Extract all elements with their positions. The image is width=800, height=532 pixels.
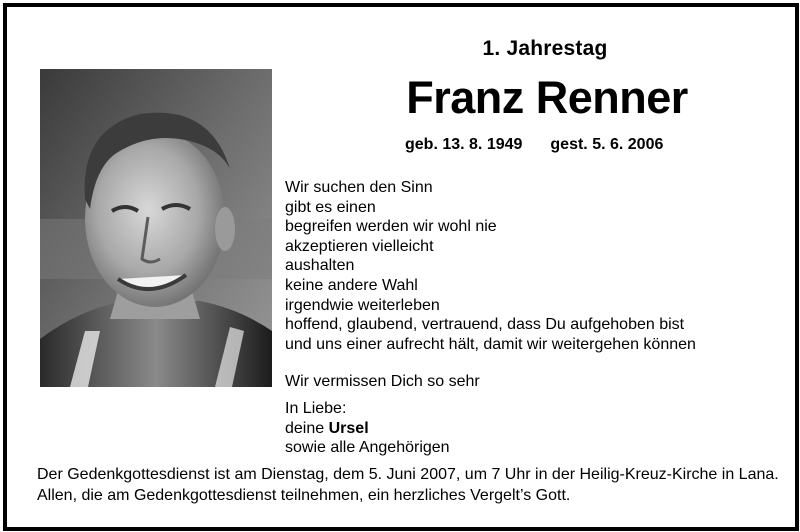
anniversary-heading: 1. Jahrestag — [482, 37, 608, 60]
signature-block — [285, 399, 450, 458]
birth-date: geb. 13. 8. 1949 — [405, 136, 523, 153]
signature-partner-name: Ursel — [328, 419, 369, 437]
portrait-photo — [40, 69, 272, 387]
signature-intro: In Liebe: — [285, 400, 347, 417]
poem-line: gibt es einen — [285, 198, 376, 216]
portrait-image — [40, 69, 272, 387]
death-date: gest. 5. 6. 2006 — [550, 136, 664, 153]
poem-line: und uns einer aufrecht hält, damit wir weitergehen können — [285, 335, 696, 353]
signature-family: sowie alle Angehörigen — [285, 439, 450, 457]
poem-line: irgendwie weiterleben — [285, 296, 440, 314]
poem-line: hoffend, glaubend, vertrauend, dass Du aufgehoben bist — [285, 316, 685, 334]
signature-partner-line — [285, 419, 450, 439]
memorial-service-text: Der Gedenkgottesdienst ist am Dienstag, dem 5. Juni 2007, um 7 Uhr in der Heilig-Kreuz-Kirche in Lana. Allen, die am Gedenkgottesdienst teilnehmen, ein herzliches Vergelt’s Gott. — [37, 466, 779, 504]
poem-line: aushalten — [285, 257, 355, 275]
poem-line: Wir suchen den Sinn — [285, 179, 433, 196]
life-dates — [405, 136, 705, 154]
poem-line: begreifen werden wir wohl nie — [285, 218, 497, 236]
poem-line: keine andere Wahl — [285, 276, 418, 294]
poem — [285, 178, 785, 354]
deceased-name: Franz Renner — [406, 72, 688, 123]
poem-line: akzeptieren vielleicht — [285, 237, 434, 255]
memorial-notice — [3, 3, 799, 531]
miss-line: Wir vermissen Dich so sehr — [285, 373, 480, 390]
signature-deine: deine — [285, 419, 325, 437]
